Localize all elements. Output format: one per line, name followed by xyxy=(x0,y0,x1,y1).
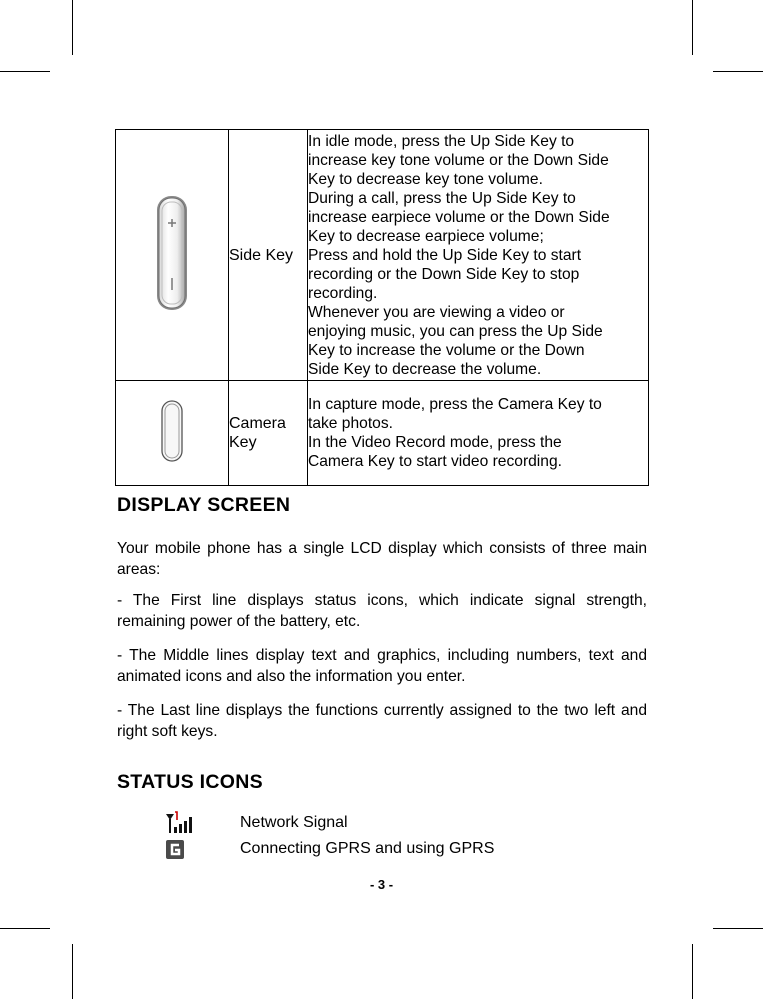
status-icon-label: Network Signal xyxy=(240,814,348,831)
desc-line: Key to increase the volume or the Down xyxy=(308,341,585,359)
table-row xyxy=(116,130,649,381)
desc-line: Key to decrease earpiece volume; xyxy=(308,227,544,245)
camera-key-icon xyxy=(160,399,184,463)
crop-mark xyxy=(72,0,73,55)
page-number: - 3 - xyxy=(369,877,394,892)
status-icons-heading: STATUS ICONS xyxy=(117,771,263,793)
status-icon-row xyxy=(163,837,643,861)
side-key-name: Side Key xyxy=(229,130,308,381)
camera-key-name-line: Key xyxy=(229,434,257,451)
side-key-description xyxy=(308,130,649,381)
crop-mark xyxy=(713,928,763,929)
side-key-icon xyxy=(155,194,189,312)
desc-line: In capture mode, press the Camera Key to xyxy=(308,396,602,413)
camera-key-description xyxy=(308,381,649,486)
desc-line: recording. xyxy=(308,284,378,302)
crop-mark xyxy=(72,944,73,999)
table-row xyxy=(116,381,649,486)
desc-line: increase earpiece volume or the Down Side xyxy=(308,208,610,226)
desc-line: Key to decrease key tone volume. xyxy=(308,170,543,188)
crop-mark xyxy=(692,944,693,999)
desc-line: recording or the Down Side Key to stop xyxy=(308,265,580,283)
key-table xyxy=(115,129,649,486)
paragraph: - The First line displays status icons, which indicate signal strength, remaining power of the battery, etc. xyxy=(117,592,647,630)
desc-line: Press and hold the Up Side Key to start xyxy=(308,246,582,264)
desc-line: Camera Key to start video recording. xyxy=(308,453,562,470)
camera-key-name xyxy=(229,381,308,486)
desc-line: Side Key to decrease the volume. xyxy=(308,360,542,378)
desc-line: increase key tone volume or the Down Side xyxy=(308,151,609,169)
display-screen-heading: DISPLAY SCREEN xyxy=(117,494,291,516)
desc-line: Whenever you are viewing a video or xyxy=(308,303,565,321)
crop-mark xyxy=(0,71,50,72)
crop-mark xyxy=(0,928,50,929)
crop-mark xyxy=(713,71,763,72)
network-signal-icon xyxy=(163,811,199,835)
camera-key-icon-cell xyxy=(116,381,229,486)
paragraph: Your mobile phone has a single LCD display which consists of three main areas: xyxy=(117,540,647,578)
crop-mark xyxy=(692,0,693,55)
camera-key-name-line: Camera xyxy=(229,415,286,432)
gprs-icon xyxy=(163,837,199,861)
status-icon-row xyxy=(163,811,643,835)
desc-line: In idle mode, press the Up Side Key to xyxy=(308,132,575,150)
desc-line: enjoying music, you can press the Up Side xyxy=(308,322,603,340)
paragraph: - The Last line displays the functions currently assigned to the two left and right soft keys. xyxy=(117,702,647,740)
status-icon-label: Connecting GPRS and using GPRS xyxy=(240,840,495,857)
paragraph: - The Middle lines display text and graphics, including numbers, text and animated icons and also the information you enter. xyxy=(117,647,647,685)
desc-line: During a call, press the Up Side Key to xyxy=(308,189,576,207)
desc-line: In the Video Record mode, press the xyxy=(308,434,562,451)
desc-line: take photos. xyxy=(308,415,393,432)
side-key-icon-cell xyxy=(116,130,229,381)
